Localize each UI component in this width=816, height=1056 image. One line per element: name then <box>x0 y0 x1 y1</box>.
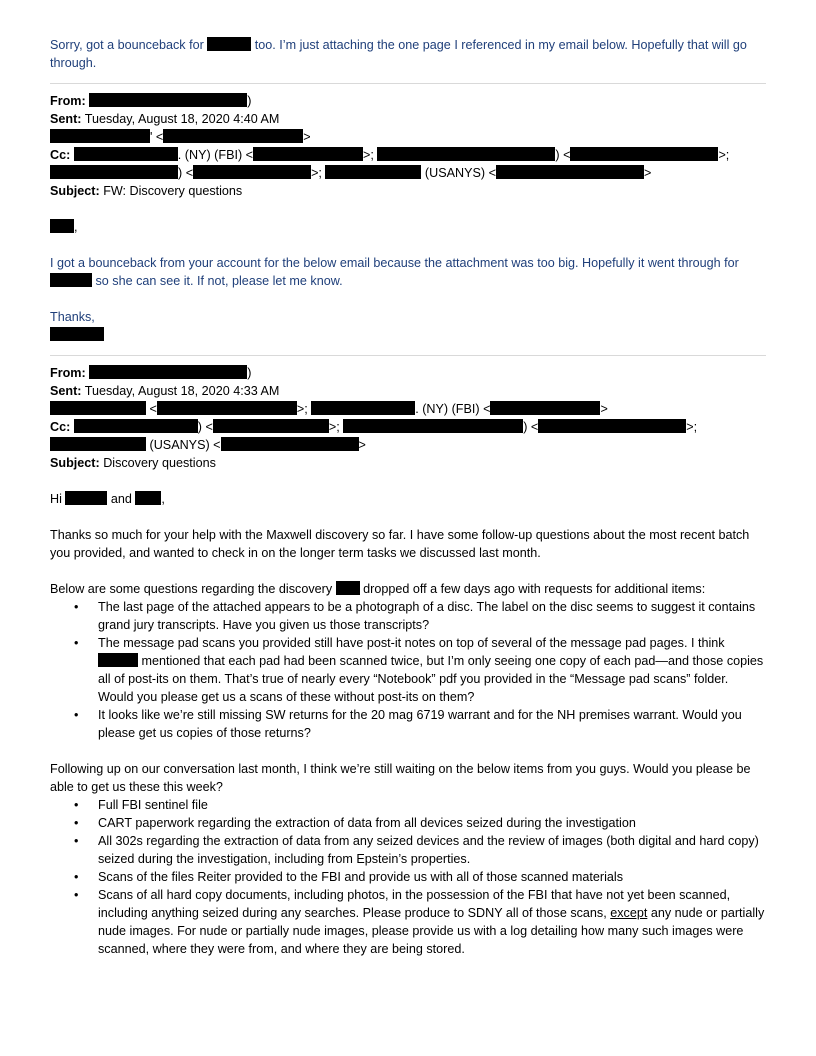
redaction-block <box>570 147 718 161</box>
sent-value: Tuesday, August 18, 2020 4:40 AM <box>84 112 280 126</box>
thanks-signoff: Thanks, <box>50 310 95 324</box>
requests-list <box>50 796 766 958</box>
cc-label: Cc: <box>50 420 71 434</box>
from-label: From: <box>50 366 86 380</box>
cc-label: Cc: <box>50 148 71 162</box>
email-document <box>50 36 766 958</box>
redaction-block <box>50 437 146 451</box>
redaction-block <box>74 419 198 433</box>
redaction-block <box>50 165 178 179</box>
redaction-block <box>89 93 247 107</box>
subject-value: Discovery questions <box>103 456 216 470</box>
sent-label: Sent: <box>50 384 82 398</box>
body-paragraph-1: Thanks so much for your help with the Maxwell discovery so far. I have some follow-up questions about the most recent batch you provided, and wanted to check in on the longer term tasks we discussed last month. <box>50 528 750 560</box>
redaction-block <box>50 273 92 287</box>
email-header-2 <box>50 364 766 472</box>
redaction-block <box>490 401 600 415</box>
list-item-text: All 302s regarding the extraction of data from any seized devices and the review of images (both digital and hard copy) seized during the investigation, including from Epstein’s properties. <box>98 834 759 866</box>
redaction-block <box>157 401 297 415</box>
list-item <box>50 832 766 868</box>
cc-text: >; <box>328 420 340 434</box>
p2-text-a: Below are some questions regarding the discovery <box>50 582 333 596</box>
to-text: > <box>600 402 608 416</box>
redaction-block <box>193 165 311 179</box>
redaction-block <box>221 437 359 451</box>
cc-text: >; <box>718 148 730 162</box>
subject-label: Subject: <box>50 456 100 470</box>
cc-text: > <box>358 438 366 452</box>
reply1-text-a: Sorry, got a bounceback for <box>50 38 204 52</box>
to-text: < <box>149 402 157 416</box>
redaction-block <box>163 129 303 143</box>
redaction-block <box>253 147 363 161</box>
cc-text: >; <box>311 166 322 180</box>
redaction-block <box>65 491 107 505</box>
salutation-comma: , <box>74 220 78 234</box>
cc-text: . (NY) (FBI) < <box>177 148 254 162</box>
redaction-block <box>98 653 138 667</box>
from-tail: ) <box>247 94 252 108</box>
list-item-text: Scans of all hard copy documents, including photos, in the possession of the FBI that have not yet been scanned, including anything seized during any searches. Please produce to SDNY all of those scans, <box>98 888 731 920</box>
body-paragraph-3: Following up on our conversation last month, I think we’re still waiting on the below items from you guys. Would you please be able to get us these this week? <box>50 762 751 794</box>
to-text: ' < <box>150 130 164 144</box>
list-item <box>50 796 766 814</box>
reply-message-2 <box>50 254 766 290</box>
list-item-text: mentioned that each pad had been scanned twice, but I’m only seeing one copy of each pad—and those copies all of post-its on them. That’s true of nearly every “Notebook” pdf you provided in the “Message pad scans” folder. Would you please get us a scans of these without post-its on them? <box>98 654 764 704</box>
reply-message-1 <box>50 36 766 72</box>
greeting-hi: Hi <box>50 492 62 506</box>
list-item <box>50 814 766 832</box>
cc-text: ) < <box>523 420 539 434</box>
redaction-block <box>377 147 555 161</box>
cc-text: >; <box>363 148 374 162</box>
email-header-1 <box>50 92 766 200</box>
redaction-block <box>336 581 360 595</box>
list-item-text: The last page of the attached appears to be a photograph of a disc. The label on the disc seems to suggest it contains grand jury transcripts. Have you given us those transcripts? <box>98 600 756 632</box>
p2-text-b: dropped off a few days ago with requests for additional items: <box>363 582 706 596</box>
cc-text: ) < <box>197 420 213 434</box>
redaction-block <box>311 401 415 415</box>
cc-text: > <box>643 166 652 180</box>
redaction-block <box>50 327 104 341</box>
list-item <box>50 598 766 634</box>
sent-value: Tuesday, August 18, 2020 4:33 AM <box>84 384 280 398</box>
redaction-block <box>325 165 421 179</box>
redaction-block <box>50 129 150 143</box>
list-item-text: The message pad scans you provided still have post-it notes on top of several of the message pad pages. I think <box>98 636 725 650</box>
reply2-text-b: so she can see it. If not, please let me know. <box>95 274 343 288</box>
sent-label: Sent: <box>50 112 82 126</box>
redaction-block <box>213 419 329 433</box>
cc-text: >; <box>686 420 698 434</box>
subject-value: FW: Discovery questions <box>103 184 243 198</box>
to-text: >; <box>296 402 308 416</box>
list-item-text: It looks like we’re still missing SW returns for the 20 mag 6719 warrant and for the NH premises warrant. Would you please get us copies of those returns? <box>98 708 742 740</box>
reply2-text-a: I got a bounceback from your account for the below email because the attachment was too big. Hopefully it went through for <box>50 256 739 270</box>
cc-text: (USANYS) < <box>149 438 221 452</box>
divider <box>50 355 766 356</box>
redaction-block <box>496 165 644 179</box>
list-item-text: Scans of the files Reiter provided to the FBI and provide us with all of those scanned materials <box>98 870 624 884</box>
list-item <box>50 868 766 886</box>
cc-text: ) < <box>178 166 194 180</box>
to-text: . (NY) (FBI) < <box>415 402 491 416</box>
redaction-block <box>50 219 74 233</box>
greeting-and: and <box>110 492 132 506</box>
list-item <box>50 706 766 742</box>
cc-text: (USANYS) < <box>424 166 496 180</box>
salutation-1 <box>50 218 766 236</box>
redaction-block <box>74 147 178 161</box>
redaction-block <box>207 37 251 51</box>
reply1-text-b: too. I’m just attaching the one page I referenced in my email below. Hopefully that will go through. <box>50 38 747 70</box>
subject-label: Subject: <box>50 184 100 198</box>
to-text: > <box>303 130 311 144</box>
from-label: From: <box>50 94 86 108</box>
list-item-text: CART paperwork regarding the extraction of data from all devices seized during the investigation <box>98 816 636 830</box>
divider <box>50 83 766 84</box>
signature <box>50 326 766 344</box>
list-item <box>50 634 766 706</box>
greeting-comma: , <box>161 492 165 506</box>
list-item-text: Full FBI sentinel file <box>98 798 208 812</box>
redaction-block <box>343 419 523 433</box>
redaction-block <box>538 419 686 433</box>
list-item-text: any nude or partially nude images. For nude or partially nude images, please provide us with a log detailing how many such images were scanned, where they were from, and where they are being stored. <box>98 906 765 956</box>
list-item <box>50 886 766 958</box>
redaction-block <box>89 365 247 379</box>
redaction-block <box>50 401 146 415</box>
body-paragraph-2 <box>50 580 766 598</box>
underlined-word: except <box>610 906 648 920</box>
cc-text: ) < <box>555 148 571 162</box>
from-tail: ) <box>247 366 252 380</box>
questions-list <box>50 598 766 742</box>
greeting <box>50 490 766 508</box>
redaction-block <box>135 491 161 505</box>
